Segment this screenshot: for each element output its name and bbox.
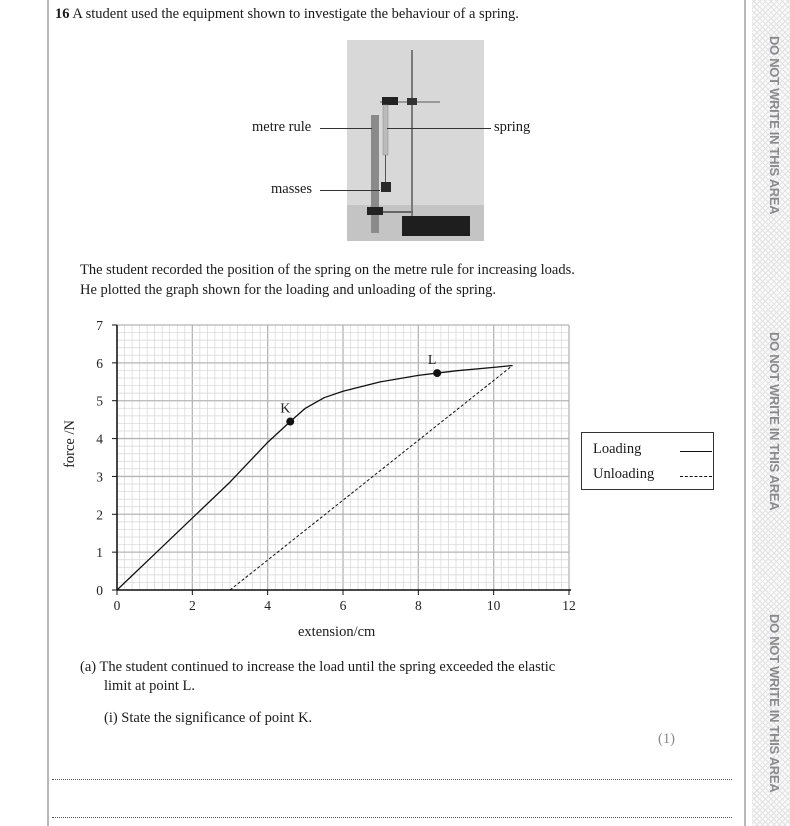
x-tick-label: 0	[113, 598, 121, 613]
description-line-2: He plotted the graph shown for the loading and unloading of the spring.	[80, 282, 496, 298]
part-a-i: (i) State the significance of point K.	[104, 710, 313, 726]
x-tick-label: 10	[486, 598, 501, 613]
legend-unloading-swatch	[680, 476, 712, 477]
point-L	[433, 369, 441, 377]
question-intro: A student used the equipment shown to investigate the behaviour of a spring.	[72, 6, 519, 22]
y-tick-label: 3	[96, 469, 103, 485]
series-loading-line	[117, 366, 513, 590]
y-tick-label: 7	[96, 318, 103, 333]
point-K	[286, 418, 294, 426]
margin-warning: DO NOT WRITE IN THIS AREA	[767, 614, 782, 793]
margin-warning: DO NOT WRITE IN THIS AREA	[767, 36, 782, 215]
y-tick-label: 5	[96, 393, 103, 409]
legend-loading-swatch	[680, 451, 712, 452]
y-tick-label: 4	[96, 431, 103, 447]
question-number: 16	[55, 6, 70, 22]
legend-unloading-label: Unloading	[593, 466, 655, 482]
y-tick-label: 1	[96, 545, 103, 561]
margin-warning: DO NOT WRITE IN THIS AREA	[767, 332, 782, 511]
point-label-K: K	[280, 401, 291, 417]
label-metre-rule: metre rule	[252, 119, 312, 135]
answer-line[interactable]	[52, 817, 732, 818]
spring	[383, 105, 388, 155]
x-tick-label: 4	[264, 598, 272, 613]
y-axis-label: force /N	[62, 420, 78, 468]
y-tick-label: 2	[96, 507, 103, 523]
x-tick-label: 2	[188, 598, 196, 613]
stand-base	[402, 216, 470, 236]
force-extension-graph	[0, 300, 600, 620]
page-right-border	[744, 0, 746, 826]
x-tick-label: 12	[562, 598, 576, 613]
question-header	[55, 6, 519, 23]
part-a-line-1: (a) The student continued to increase the load until the spring exceeded the elastic	[80, 659, 556, 675]
retort-stand-rod	[411, 50, 413, 235]
part-a-line-2: limit at point L.	[104, 678, 196, 694]
equipment-photo	[347, 40, 484, 241]
legend-loading-label: Loading	[593, 441, 642, 457]
metre-rule	[371, 115, 379, 233]
y-tick-label: 6	[96, 355, 103, 371]
label-spring: spring	[494, 119, 531, 135]
legend	[581, 432, 714, 490]
description-line-1: The student recorded the position of the spring on the metre rule for increasing loads.	[80, 262, 575, 278]
do-not-write-margin	[752, 0, 790, 826]
x-tick-label: 8	[414, 598, 422, 613]
marks: (1)	[658, 731, 675, 747]
answer-line[interactable]	[52, 779, 732, 780]
masses	[381, 182, 391, 192]
series-unloading-line	[230, 366, 513, 590]
x-tick-label: 6	[339, 598, 347, 613]
x-axis-label: extension/cm	[298, 624, 376, 640]
label-masses: masses	[271, 181, 313, 197]
point-label-L: L	[427, 353, 437, 369]
y-tick-label: 0	[96, 583, 103, 598]
